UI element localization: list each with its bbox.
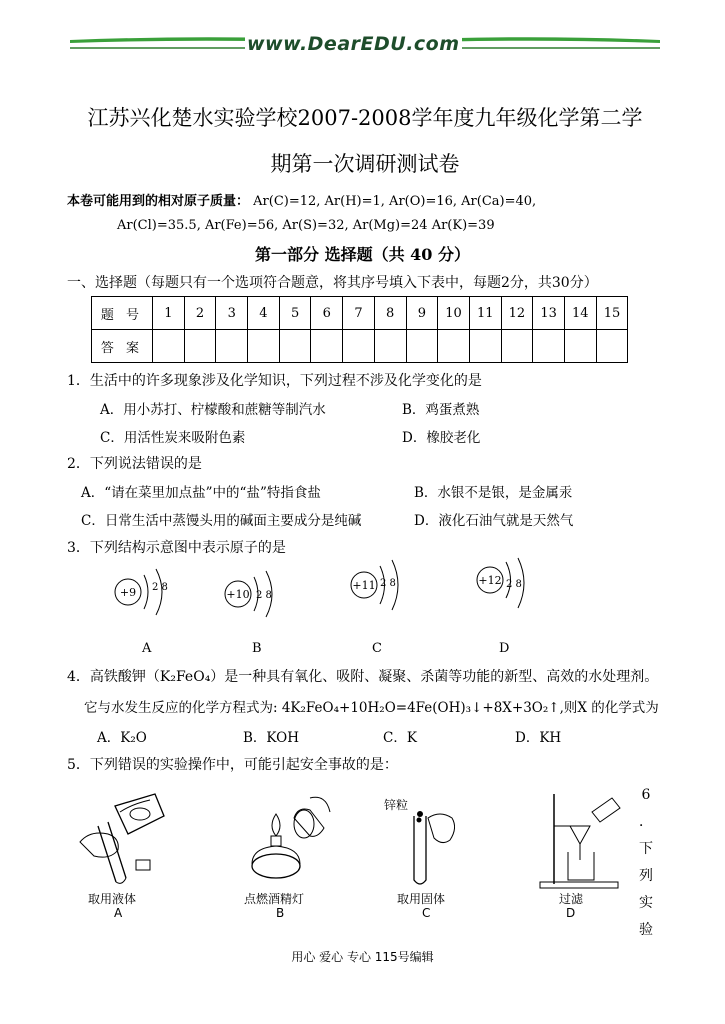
section-title: 第一部分 选择题（共 40 分） (255, 245, 470, 264)
atom-label-a: A (142, 641, 152, 656)
q1-option-a: A．用小苏打、柠檬酸和蔗糖等制汽水 (100, 402, 326, 418)
caption-a: 取用液体 (88, 892, 137, 906)
figure-a-pour-liquid (60, 786, 170, 886)
title-line-1: 江苏兴化楚水实验学校2007-2008学年度九年级化学第二学 (87, 106, 643, 130)
q6-char: 实 (639, 895, 653, 911)
answer-cell[interactable] (438, 330, 470, 363)
atomic-mass-values-2: Ar(Cl)=35.5, Ar(Fe)=56, Ar(S)=32, Ar(Mg)=24 Ar(K)=39 (117, 218, 495, 233)
answer-cell[interactable] (153, 330, 185, 363)
table-row-answers (92, 330, 628, 363)
q4-stem: 4．高铁酸钾（K₂FeO₄）是一种具有氧化、吸附、凝聚、杀菌等功能的新型、高效的水处理剂。 (67, 669, 659, 685)
table-cell-number: 1 (153, 297, 185, 330)
table-cell-number: 8 (374, 297, 406, 330)
nucleus-charge: +12 (478, 574, 502, 587)
shell-electrons: 2 8 (380, 578, 396, 589)
table-cell-number: 6 (311, 297, 343, 330)
answer-cell[interactable] (311, 330, 343, 363)
table-cell-number: 3 (216, 297, 248, 330)
q2-option-c: C．日常生活中蒸馒头用的碱面主要成分是纯碱 (81, 513, 362, 529)
q4-option-c: C．K (383, 730, 417, 746)
table-cell-number: 14 (564, 297, 596, 330)
atom-label-d: D (499, 641, 510, 656)
caption-d: 过滤 (559, 892, 584, 906)
page-title (70, 95, 660, 187)
q4-option-d: D．KH (515, 730, 562, 746)
table-cell-number: 12 (501, 297, 533, 330)
table-cell-number: 13 (533, 297, 565, 330)
atom-diagram-a (100, 563, 180, 623)
row-label-answer: 答 案 (92, 330, 153, 363)
table-cell-number: 7 (343, 297, 375, 330)
page-footer: 用心 爱心 专心 115号编辑 (291, 950, 434, 964)
q1-option-b: B．鸡蛋煮熟 (402, 402, 480, 418)
atom-label-b: B (252, 641, 262, 656)
answer-cell[interactable] (501, 330, 533, 363)
figure-d-filtration (536, 790, 626, 890)
shell-electrons: 2 8 (506, 579, 522, 590)
q5-stem: 5．下列错误的实验操作中，可能引起安全事故的是： (67, 757, 398, 773)
atom-diagram-b (212, 565, 292, 625)
figure-b-alcohol-lamp (238, 788, 338, 886)
q4-equation: 它与水发生反应的化学方程式为: 4K₂FeO₄+10H₂O=4Fe(OH)₃↓+8X+3O₂↑,则X 的化学式为 (84, 700, 659, 716)
figure-label-a: A (114, 906, 123, 920)
instruction: 一、选择题（每题只有一个选项符合题意，将其序号填入下表中，每题2分，共30分） (67, 275, 598, 291)
q4-option-b: B．KOH (243, 730, 299, 746)
nucleus-charge: +11 (352, 579, 376, 592)
table-cell-number: 9 (406, 297, 438, 330)
row-label-number: 题 号 (92, 297, 153, 330)
atomic-mass-label: 本卷可能用到的相对原子质量： (67, 194, 250, 209)
atomic-mass-line-1 (67, 190, 536, 209)
q2-option-d: D．液化石油气就是天然气 (414, 513, 574, 529)
q1-option-c: C．用活性炭来吸附色素 (100, 430, 246, 446)
nucleus-charge: +10 (226, 588, 250, 601)
q6-char: 验 (639, 922, 653, 938)
q2-stem: 2．下列说法错误的是 (67, 456, 202, 472)
answer-table (91, 296, 628, 363)
table-cell-number: 5 (279, 297, 311, 330)
table-cell-number: 11 (469, 297, 501, 330)
table-cell-number: 2 (184, 297, 216, 330)
answer-cell[interactable] (279, 330, 311, 363)
shell-electrons: 2 8 (152, 582, 168, 593)
answer-cell[interactable] (248, 330, 280, 363)
q2-option-a: A．“请在菜里加点盐”中的“盐”特指食盐 (81, 485, 321, 501)
q2-option-b: B．水银不是银，是金属汞 (414, 485, 573, 501)
caption-c: 取用固体 (397, 892, 446, 906)
q6-char: 列 (639, 868, 653, 884)
answer-cell[interactable] (533, 330, 565, 363)
figure-label-b: B (276, 906, 285, 920)
q6-vertical-text (636, 782, 656, 944)
answer-cell[interactable] (343, 330, 375, 363)
shell-electrons: 2 8 (256, 590, 272, 601)
q1-option-d: D．橡胶老化 (402, 430, 481, 446)
atomic-mass-values-1: Ar(C)=12, Ar(H)=1, Ar(O)=16, Ar(Ca)=40, (253, 194, 537, 209)
answer-cell[interactable] (406, 330, 438, 363)
nucleus-charge: +9 (119, 586, 137, 599)
atom-diagram-c (340, 556, 420, 618)
answer-cell[interactable] (469, 330, 501, 363)
figure-label-c: C (422, 906, 431, 920)
answer-cell[interactable] (596, 330, 628, 363)
atom-label-c: C (372, 641, 382, 656)
q6-char: 下 (639, 841, 653, 857)
atom-diagram-d (468, 556, 548, 618)
table-row-numbers (92, 297, 628, 330)
q1-stem: 1．生活中的许多现象涉及化学知识，下列过程不涉及化学变化的是 (67, 373, 482, 389)
table-cell-number: 4 (248, 297, 280, 330)
figure-label-d: D (566, 906, 576, 920)
answer-cell[interactable] (374, 330, 406, 363)
table-cell-number: 10 (438, 297, 470, 330)
answer-cell[interactable] (564, 330, 596, 363)
q6-char: 6 (641, 787, 651, 803)
caption-b: 点燃酒精灯 (244, 892, 305, 906)
answer-cell[interactable] (216, 330, 248, 363)
site-url[interactable]: www.DearEDU.com (247, 33, 460, 55)
table-cell-number: 15 (596, 297, 628, 330)
figure-c-add-solid (392, 806, 472, 890)
answer-cell[interactable] (184, 330, 216, 363)
q3-stem: 3．下列结构示意图中表示原子的是 (67, 540, 286, 556)
zinc-label: 锌粒 (384, 798, 409, 812)
title-line-2: 期第一次调研测试卷 (270, 152, 460, 176)
q6-char: ． (639, 814, 653, 830)
q4-option-a: A．K₂O (97, 730, 147, 746)
